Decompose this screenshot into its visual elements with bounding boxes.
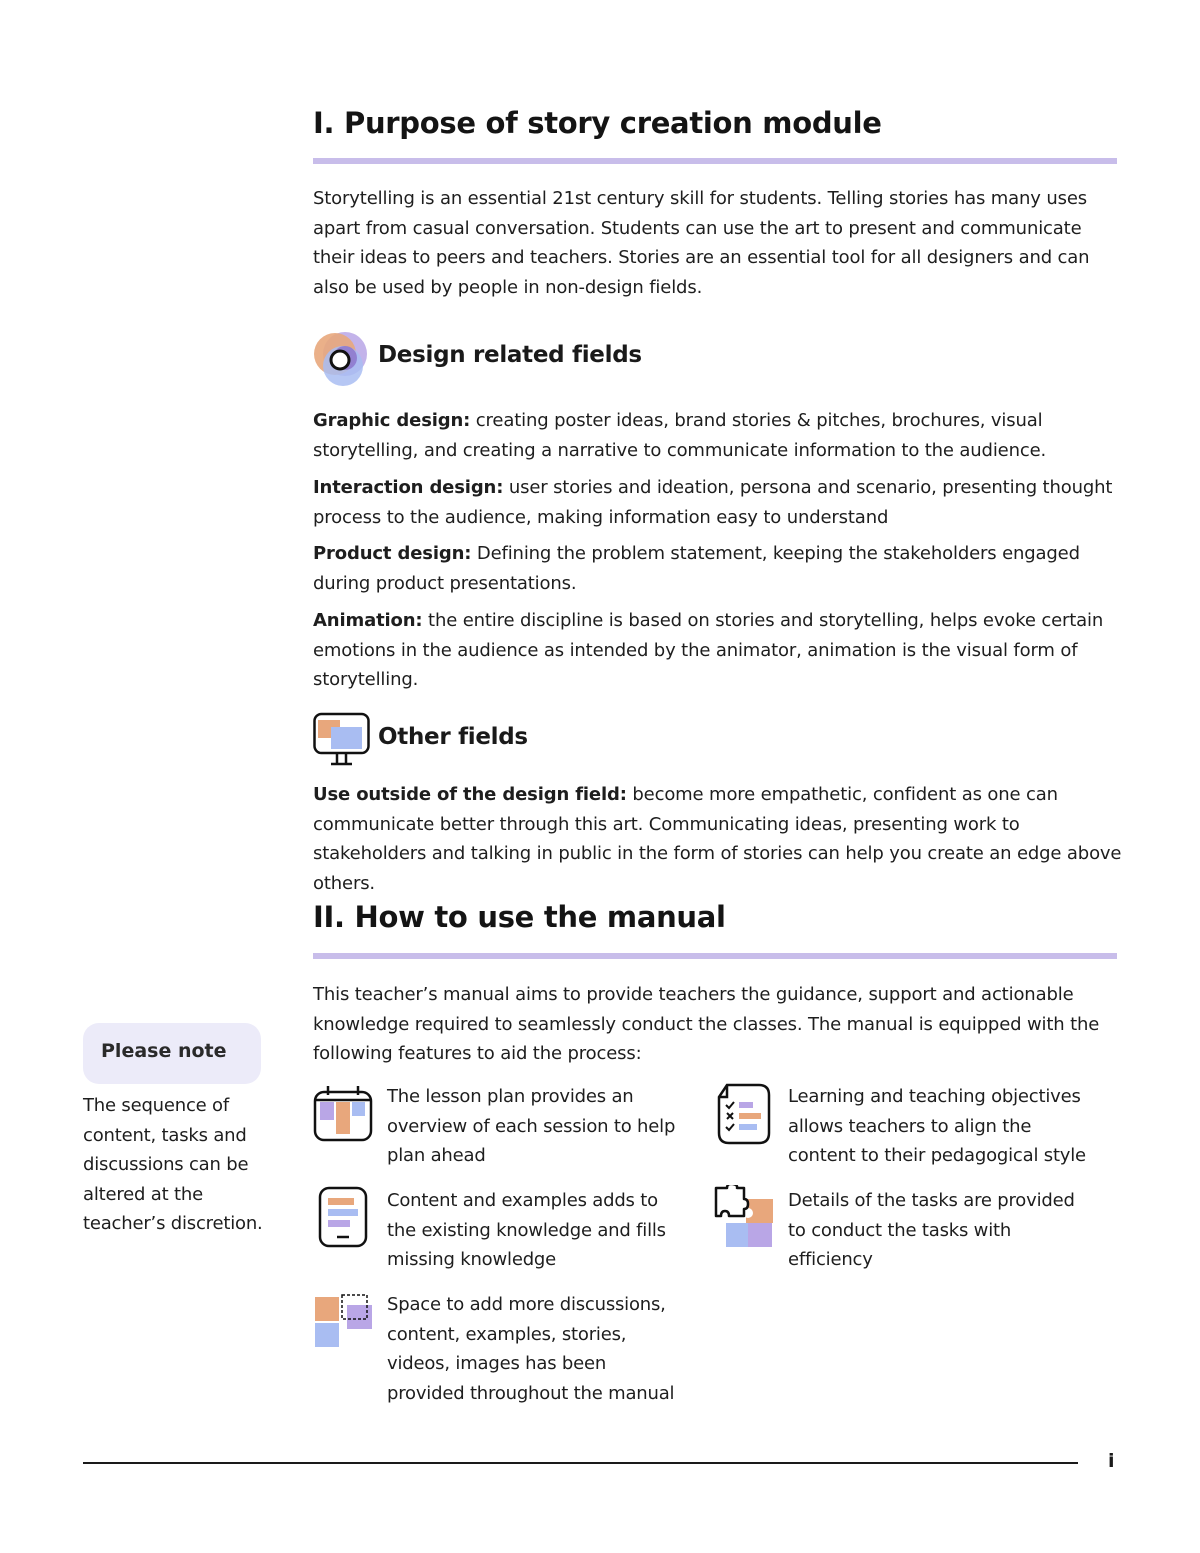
monitor-icon bbox=[313, 712, 371, 768]
section-1-divider bbox=[313, 158, 1117, 164]
note-title: Please note bbox=[101, 1040, 227, 1062]
page-number: i bbox=[1108, 1450, 1115, 1472]
section-2-intro: This teacher’s manual aims to provide teachers the guidance, support and actionable knowledge required to seamlessly conduct the classes. The manual is equipped with the following features to aid the process: bbox=[313, 984, 1100, 1064]
design-field-item bbox=[313, 473, 1123, 532]
color-wheel-icon bbox=[313, 332, 369, 388]
design-field-text: user stories and ideation, persona and scenario, presenting thought process to the audience, making information easy to understand bbox=[313, 477, 1113, 528]
design-field-text: Defining the problem statement, keeping the stakeholders engaged during product presentations. bbox=[313, 543, 1080, 594]
design-field-item bbox=[313, 406, 1123, 465]
feature-task-details: Details of the tasks are provided to conduct the tasks with efficiency bbox=[788, 1190, 1075, 1270]
design-field-term: Animation: bbox=[313, 610, 423, 631]
calendar-icon bbox=[313, 1084, 373, 1144]
other-field-term: Use outside of the design field: bbox=[313, 784, 627, 805]
footer-divider bbox=[83, 1462, 1078, 1464]
section-1-heading: I. Purpose of story creation module bbox=[313, 106, 882, 140]
feature-add-space: Space to add more discussions, content, examples, stories, videos, images has been provided throughout the manual bbox=[387, 1294, 675, 1404]
other-field-item bbox=[313, 780, 1123, 898]
section-2-divider bbox=[313, 953, 1117, 959]
note-body: The sequence of content, tasks and discussions can be altered at the teacher’s discretion. bbox=[83, 1095, 263, 1234]
design-field-term: Graphic design: bbox=[313, 410, 471, 431]
feature-content-examples: Content and examples adds to the existing knowledge and fills missing knowledge bbox=[387, 1190, 666, 1270]
feature-lesson-plan: The lesson plan provides an overview of each session to help plan ahead bbox=[387, 1086, 676, 1166]
puzzle-icon bbox=[713, 1185, 775, 1249]
feature-objectives: Learning and teaching objectives allows teachers to align the content to their pedagogical style bbox=[788, 1086, 1086, 1166]
design-field-item bbox=[313, 539, 1123, 598]
design-field-term: Product design: bbox=[313, 543, 472, 564]
add-space-icon bbox=[313, 1293, 375, 1351]
design-fields-heading: Design related fields bbox=[378, 342, 642, 368]
note-callout bbox=[83, 1023, 261, 1084]
section-2-heading: II. How to use the manual bbox=[313, 900, 726, 934]
phone-content-icon bbox=[318, 1186, 368, 1248]
design-field-term: Interaction design: bbox=[313, 477, 504, 498]
checklist-icon bbox=[717, 1083, 771, 1145]
design-field-text: the entire discipline is based on stories and storytelling, helps evoke certain emotions in the audience as intended by the animator, animation is the visual form of storytelling. bbox=[313, 610, 1104, 690]
section-1-intro: Storytelling is an essential 21st century skill for students. Telling stories has many uses apart from casual conversation. Students can use the art to present and communicate their ideas to peers and teachers. Stories are an essential tool for all designers and can also be used by people in non-design fields. bbox=[313, 188, 1090, 298]
other-field-text: become more empathetic, confident as one can communicate better through this art. Communicating ideas, presenting work to stakeholders and talking in public in the form of stories can help you create an edge above others. bbox=[313, 784, 1122, 894]
other-fields-heading: Other fields bbox=[378, 724, 528, 750]
design-field-text: creating poster ideas, brand stories & pitches, brochures, visual storytelling, and creating a narrative to communicate information to the audience. bbox=[313, 410, 1047, 461]
design-field-item bbox=[313, 606, 1123, 695]
